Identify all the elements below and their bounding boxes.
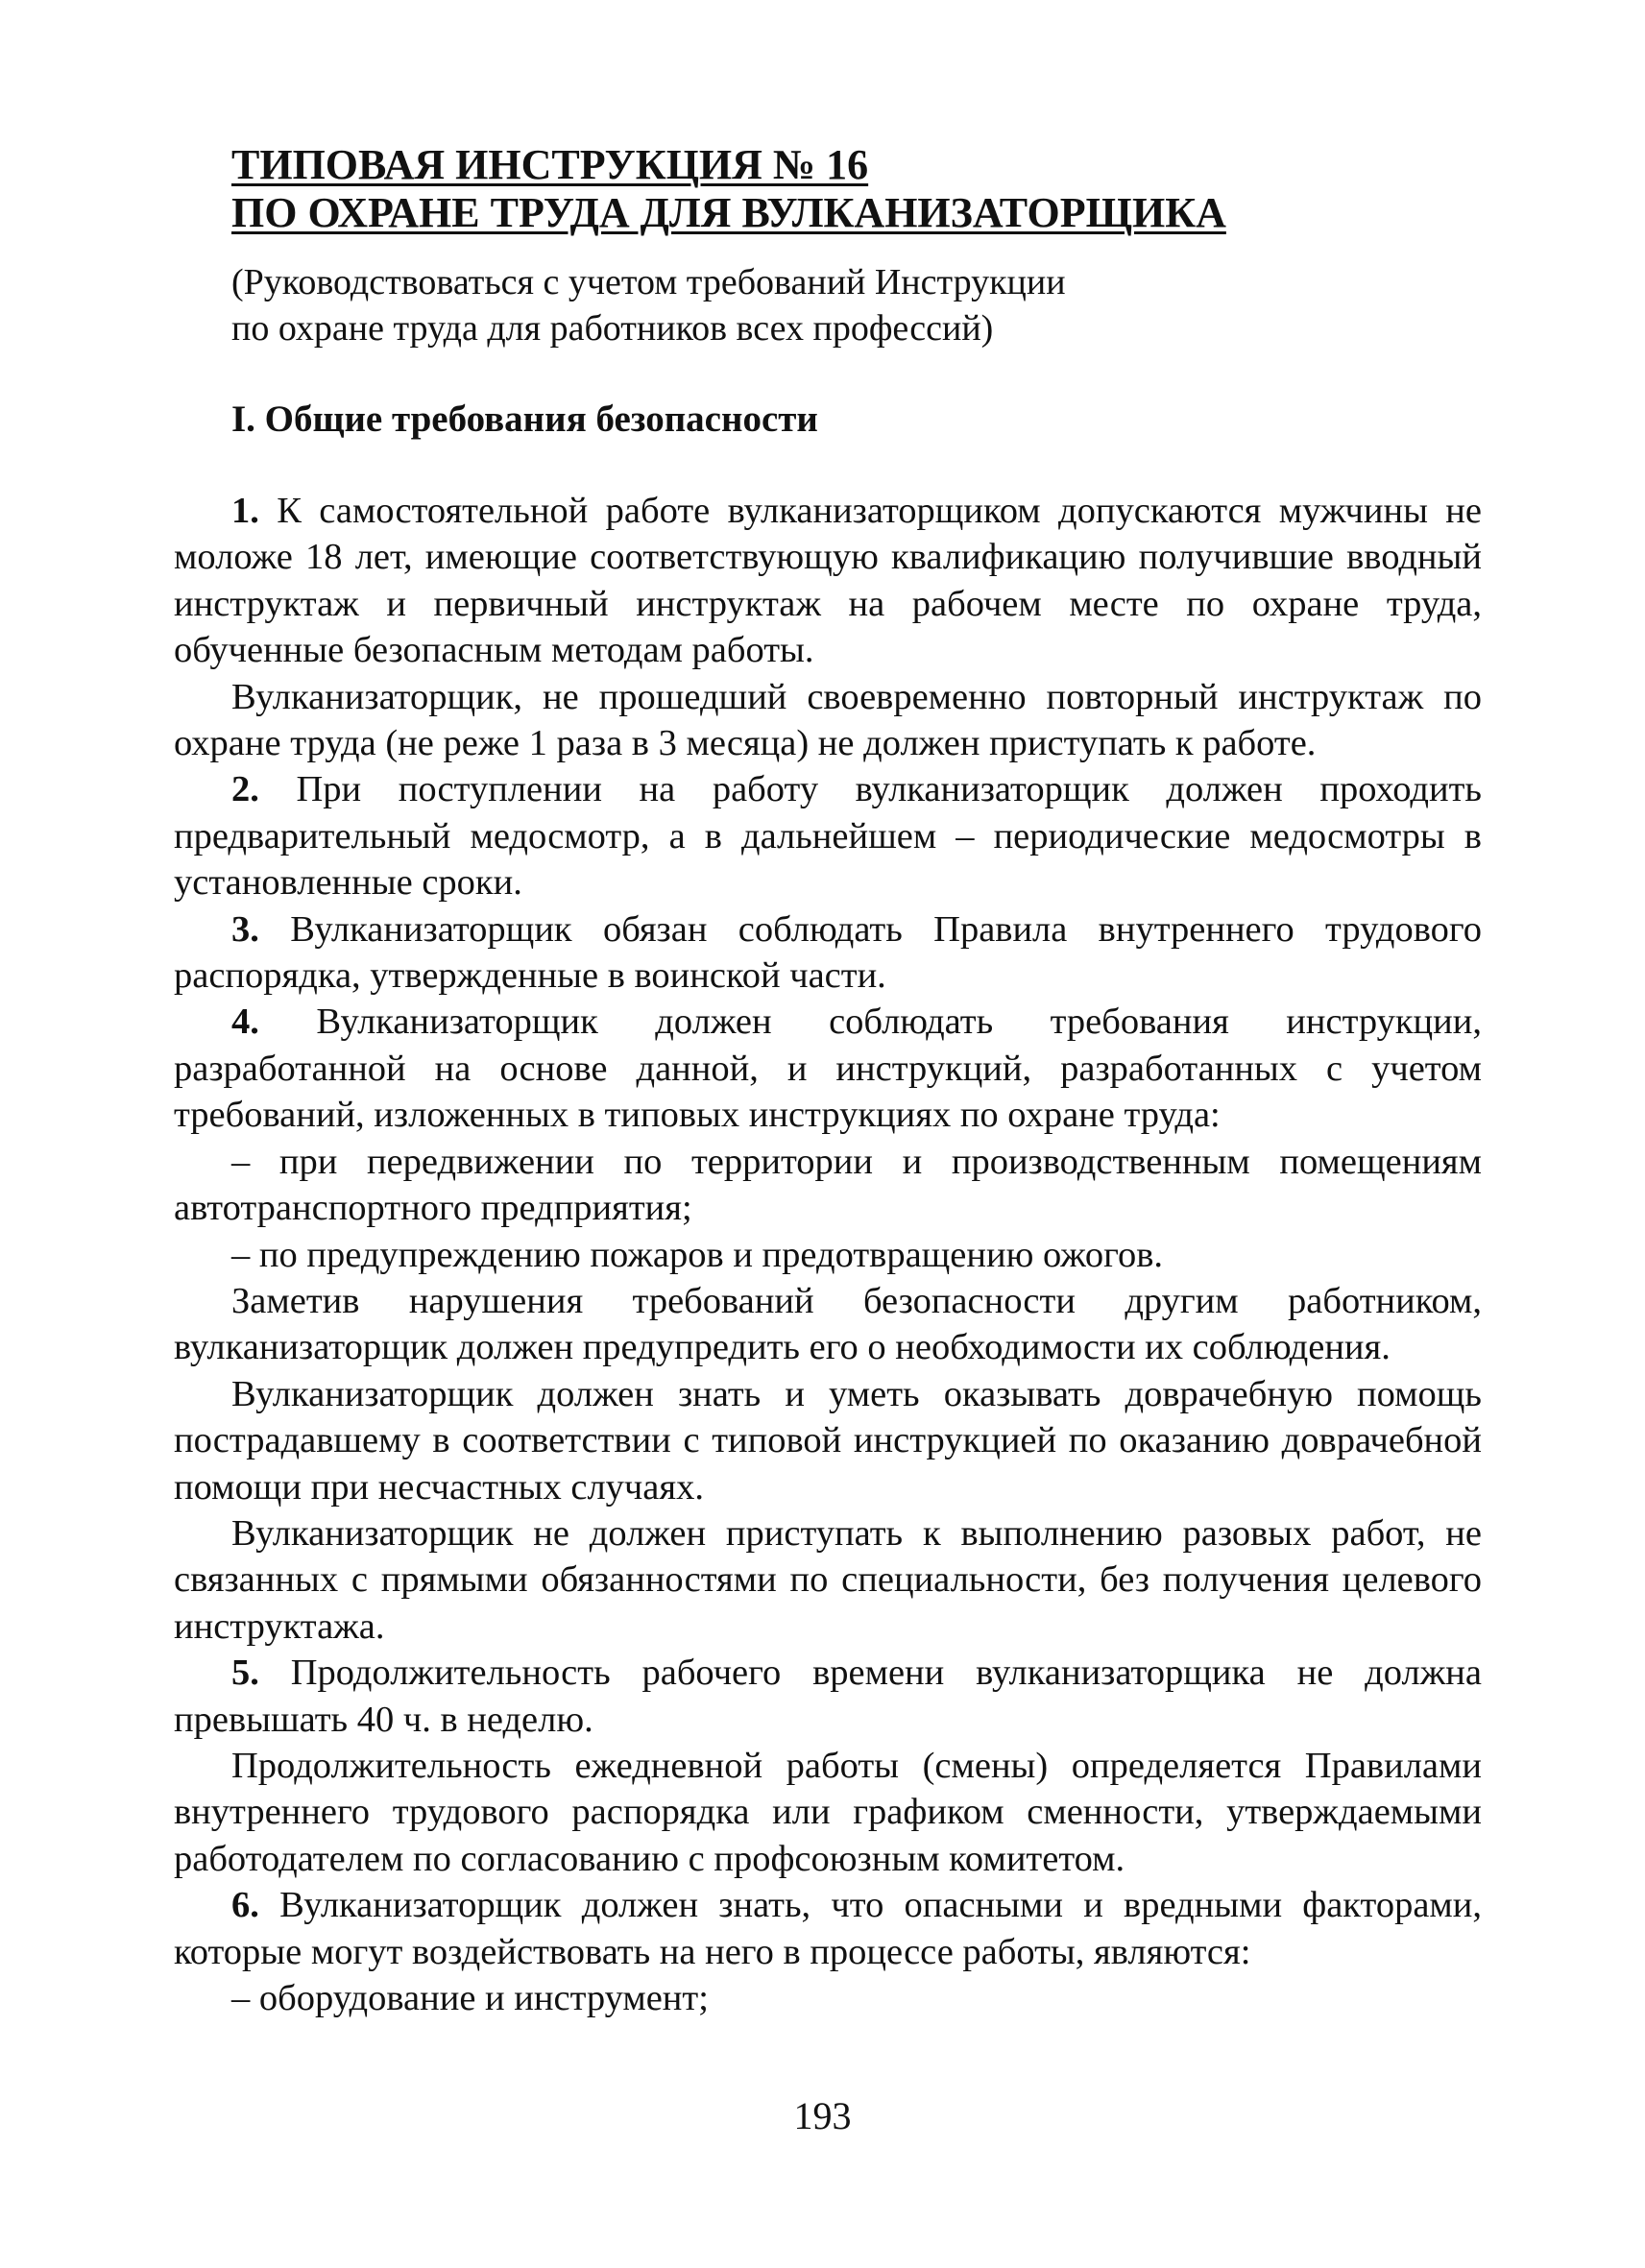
paragraph — [174, 766, 1482, 905]
paragraph — [174, 1278, 1482, 1371]
paragraph — [174, 1510, 1482, 1650]
paragraph-number: 2. — [231, 769, 259, 810]
paragraph-number: 1. — [231, 491, 259, 531]
paragraph-number: 5. — [231, 1653, 259, 1694]
paragraph — [174, 488, 1482, 674]
paragraph — [174, 674, 1482, 767]
paragraph-text: Вулканизаторщик не должен приступать к выполнению разовых работ, не связанных с прямыми обязанностями по специальности, без получения целевого инструктажа. — [174, 1512, 1482, 1647]
body-text — [174, 488, 1482, 2021]
paragraph-number: 4. — [231, 1001, 259, 1043]
paragraph-text: Продолжительность ежедневной работы (смены) определяется Правилами внутреннего трудового распорядка или графиком сменности, утверждаемыми работодателем по согласованию с профсоюзным комитетом. — [174, 1745, 1482, 1879]
page-number: 193 — [793, 2094, 852, 2137]
section-heading: I. Общие требования безопасности — [231, 398, 818, 440]
paragraph-text: Вулканизаторщик должен знать и уметь оказывать доврачебную помощь пострадавшему в соответствии с типовой инструкцией по оказанию доврачебной помощи при несчастных случаях. — [174, 1373, 1482, 1508]
paragraph-text: Вулканизаторщик должен соблюдать требования инструкции, разработанной на основе данной, и инструкций, разработанных с учетом требований, изложенных в типовых инструкциях по охране труда: — [174, 1001, 1482, 1136]
paragraph-text: Заметив нарушения требований безопасности другим работником, вулканизаторщик должен предупредить его о необходимости их соблюдения. — [174, 1280, 1482, 1368]
paragraph-text: – при передвижении по территории и производственным помещениям автотранспортного предприятия; — [174, 1141, 1482, 1229]
paragraph-text: Вулканизаторщик обязан соблюдать Правила внутреннего трудового распорядка, утвержденные в воинской части. — [174, 908, 1482, 997]
paragraph-text: Продолжительность рабочего времени вулканизаторщика не должна превышать 40 ч. в неделю. — [174, 1653, 1482, 1740]
document-title-line-2: ПО ОХРАНЕ ТРУДА ДЛЯ ВУЛКАНИЗАТОРЩИКА — [231, 189, 1226, 236]
paragraph — [174, 1650, 1482, 1743]
guidance-note-line-2: по охране труда для работников всех профессий) — [231, 308, 994, 349]
paragraph-text: Вулканизаторщик должен знать, что опасными и вредными факторами, которые могут воздействовать на него в процессе работы, являются: — [174, 1885, 1482, 1972]
list-item — [174, 1139, 1482, 1232]
list-item — [174, 1232, 1482, 1278]
paragraph — [174, 999, 1482, 1138]
paragraph-text: – оборудование и инструмент; — [231, 1978, 709, 2018]
document-title-line-1: ТИПОВАЯ ИНСТРУКЦИЯ № 16 — [231, 141, 869, 188]
guidance-note-line-1: (Руководствоваться с учетом требований Инструкции — [231, 262, 1066, 302]
paragraph — [174, 1371, 1482, 1510]
paragraph-text: При поступлении на работу вулканизаторщик должен проходить предварительный медосмотр, а в дальнейшем – периодические медосмотры в установленные сроки. — [174, 769, 1482, 904]
paragraph-number: 3. — [231, 908, 259, 950]
paragraph-text: – по предупреждению пожаров и предотвращению ожогов. — [231, 1234, 1164, 1275]
paragraph-text: К самостоятельной работе вулканизаторщиком допускаются мужчины не моложе 18 лет, имеющие соответствующую квалификацию получившие вводный инструктаж и первичный инструктаж на рабочем месте по охране труда, обученные безопасным методам работы. — [174, 491, 1482, 671]
paragraph-number: 6. — [231, 1885, 259, 1926]
paragraph — [174, 906, 1482, 1000]
paragraph — [174, 1882, 1482, 1975]
paragraph — [174, 1743, 1482, 1882]
paragraph-text: Вулканизаторщик, не прошедший своевременно повторный инструктаж по охране труда (не реже 1 раза в 3 месяца) не должен приступать к работе. — [174, 676, 1482, 764]
list-item — [174, 1975, 1482, 2021]
